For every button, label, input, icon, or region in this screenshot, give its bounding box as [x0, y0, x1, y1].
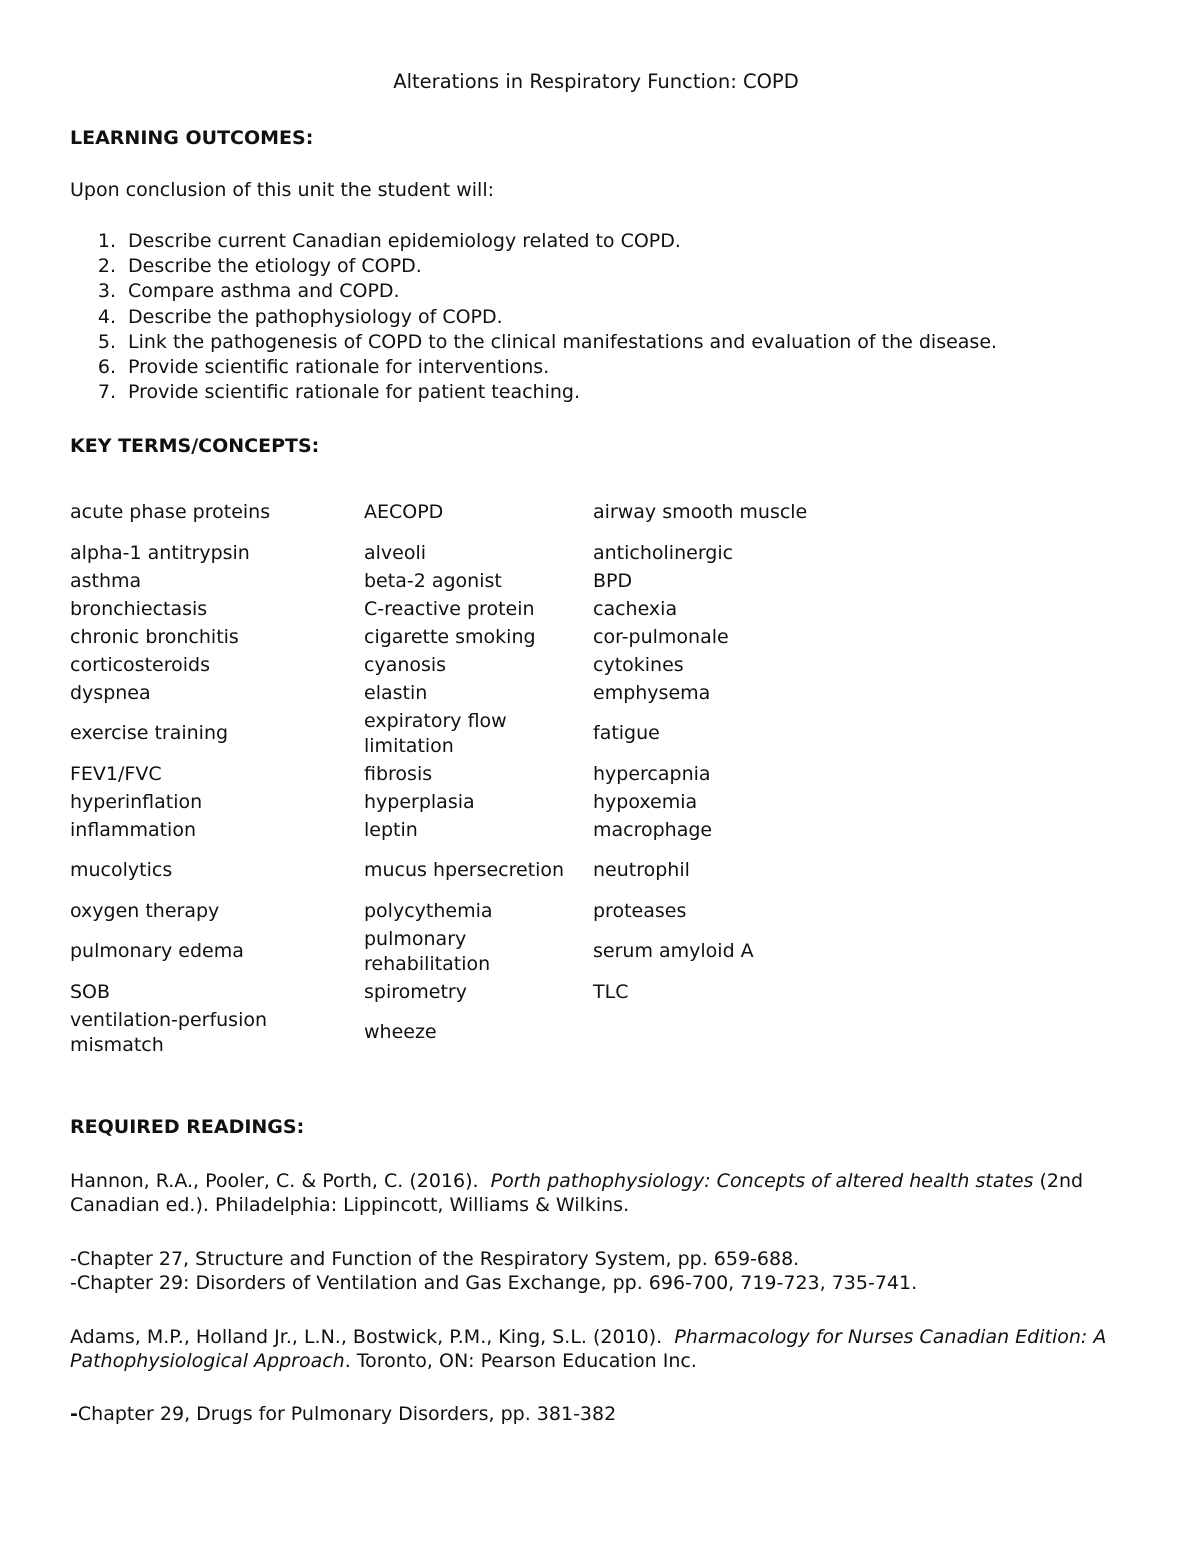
- term-cell: SOB: [70, 980, 111, 1003]
- outcome-item: 2. Describe the etiology of COPD.: [97, 255, 422, 278]
- term-cell: ventilation-perfusion mismatch: [70, 1008, 268, 1056]
- term-cell: fibrosis: [364, 762, 433, 785]
- key-terms-heading: KEY TERMS/CONCEPTS:: [70, 435, 320, 457]
- term-cell: beta-2 agonist: [364, 569, 502, 592]
- term-cell: TLC: [593, 980, 629, 1003]
- term-cell: hypoxemia: [593, 790, 698, 813]
- term-cell: neutrophil: [593, 859, 690, 881]
- term-cell: proteases: [593, 899, 687, 922]
- learning-outcomes-list: [70, 229, 997, 405]
- term-cell: hyperplasia: [364, 790, 475, 813]
- term-cell: C-reactive protein: [364, 597, 535, 620]
- term-cell: cor-pulmonale: [593, 625, 729, 648]
- term-cell: fatigue: [593, 722, 660, 744]
- terms-row: [70, 760, 833, 788]
- outcome-item: 6. Provide scientific rationale for interventions.: [97, 355, 550, 378]
- term-cell: macrophage: [593, 818, 713, 841]
- term-cell: cytokines: [593, 653, 684, 676]
- term-cell: alpha-1 antitrypsin: [70, 541, 250, 564]
- key-terms-table: [70, 486, 833, 1059]
- terms-row: [70, 788, 833, 816]
- term-cell: hypercapnia: [593, 762, 711, 785]
- terms-row: [70, 651, 833, 679]
- outcome-item: 5. Link the pathogenesis of COPD to the clinical manifestations and evaluation of the disease.: [97, 330, 998, 353]
- reference-book-title: Pharmacology for Nurses Canadian Edition: A Pathophysiological Approach: [70, 1326, 1107, 1372]
- reference-chapter: -Chapter 29: Disorders of Ventilation and Gas Exchange, pp. 696-700, 719-723, 735-741.: [70, 1272, 918, 1294]
- terms-row: [70, 486, 833, 539]
- term-cell: mucolytics: [70, 859, 173, 881]
- term-cell: airway smooth muscle: [593, 501, 808, 523]
- term-cell: mucus hpersecretion: [364, 859, 565, 881]
- term-cell: acute phase proteins: [70, 501, 271, 523]
- reference-chapter: [70, 1402, 616, 1426]
- reference-authors: Hannon, R.A., Pooler, C. & Porth, C. (2016).: [70, 1170, 479, 1192]
- chapter-dash: -: [70, 1403, 78, 1425]
- term-cell: oxygen therapy: [70, 899, 220, 922]
- document-title: Alterations in Respiratory Function: COPD: [393, 70, 799, 93]
- reference-adams: [70, 1325, 1150, 1373]
- outcome-item: 1. Describe current Canadian epidemiology related to COPD.: [97, 230, 681, 252]
- terms-row: [70, 897, 833, 925]
- term-cell: polycythemia: [364, 899, 493, 922]
- reference-publisher: (2nd Canadian ed.). Philadelphia: Lippincott, Williams & Wilkins.: [70, 1170, 1084, 1216]
- term-cell: chronic bronchitis: [70, 625, 239, 648]
- term-cell: inflammation: [70, 818, 196, 841]
- term-cell: [593, 1006, 833, 1059]
- term-cell: BPD: [593, 569, 633, 592]
- term-cell: cyanosis: [364, 653, 447, 676]
- term-cell: elastin: [364, 681, 428, 704]
- learning-outcomes-heading: LEARNING OUTCOMES:: [70, 127, 314, 149]
- term-cell: expiratory flow limitation: [364, 709, 507, 757]
- terms-row: [70, 595, 833, 623]
- reference-hannon: [70, 1169, 1150, 1217]
- term-cell: spirometry: [364, 980, 467, 1003]
- term-cell: anticholinergic: [593, 541, 734, 564]
- reference-chapter: -Chapter 27, Structure and Function of the Respiratory System, pp. 659-688.: [70, 1248, 800, 1270]
- term-cell: cigarette smoking: [364, 625, 536, 648]
- terms-row: [70, 816, 833, 844]
- reference-publisher: . Toronto, ON: Pearson Education Inc.: [344, 1350, 697, 1372]
- term-cell: wheeze: [364, 1021, 437, 1043]
- term-cell: corticosteroids: [70, 653, 210, 676]
- term-cell: pulmonary edema: [70, 940, 244, 962]
- term-cell: exercise training: [70, 722, 229, 744]
- outcome-item: 4. Describe the pathophysiology of COPD.: [97, 305, 503, 328]
- terms-row: [70, 623, 833, 651]
- outcome-item: 7. Provide scientific rationale for patient teaching.: [97, 381, 581, 404]
- terms-row: [70, 539, 833, 567]
- term-cell: AECOPD: [364, 501, 444, 523]
- reference-book-title: Porth pathophysiology: Concepts of altered health states: [490, 1170, 1034, 1192]
- learning-outcomes-intro: Upon conclusion of this unit the student will:: [70, 179, 495, 201]
- term-cell: emphysema: [593, 681, 711, 704]
- term-cell: cachexia: [593, 597, 678, 620]
- term-cell: hyperinflation: [70, 790, 203, 813]
- required-readings-heading: REQUIRED READINGS:: [70, 1116, 305, 1138]
- term-cell: leptin: [364, 818, 418, 841]
- terms-row: [70, 925, 833, 978]
- term-cell: FEV1/FVC: [70, 762, 162, 785]
- term-cell: bronchiectasis: [70, 597, 208, 620]
- chapter-text: Chapter 29, Drugs for Pulmonary Disorders, pp. 381-382: [77, 1403, 617, 1425]
- terms-row: [70, 844, 833, 897]
- term-cell: pulmonary rehabilitation: [364, 927, 491, 975]
- term-cell: asthma: [70, 569, 142, 592]
- outcome-item: 3. Compare asthma and COPD.: [97, 280, 400, 303]
- terms-row: [70, 567, 833, 595]
- terms-row: [70, 1006, 833, 1059]
- term-cell: alveoli: [364, 541, 427, 564]
- terms-row: [70, 679, 833, 707]
- terms-row: [70, 707, 833, 760]
- term-cell: dyspnea: [70, 681, 151, 704]
- term-cell: serum amyloid A: [593, 940, 754, 962]
- terms-row: [70, 978, 833, 1006]
- reference-authors: Adams, M.P., Holland Jr., L.N., Bostwick, P.M., King, S.L. (2010).: [70, 1326, 663, 1348]
